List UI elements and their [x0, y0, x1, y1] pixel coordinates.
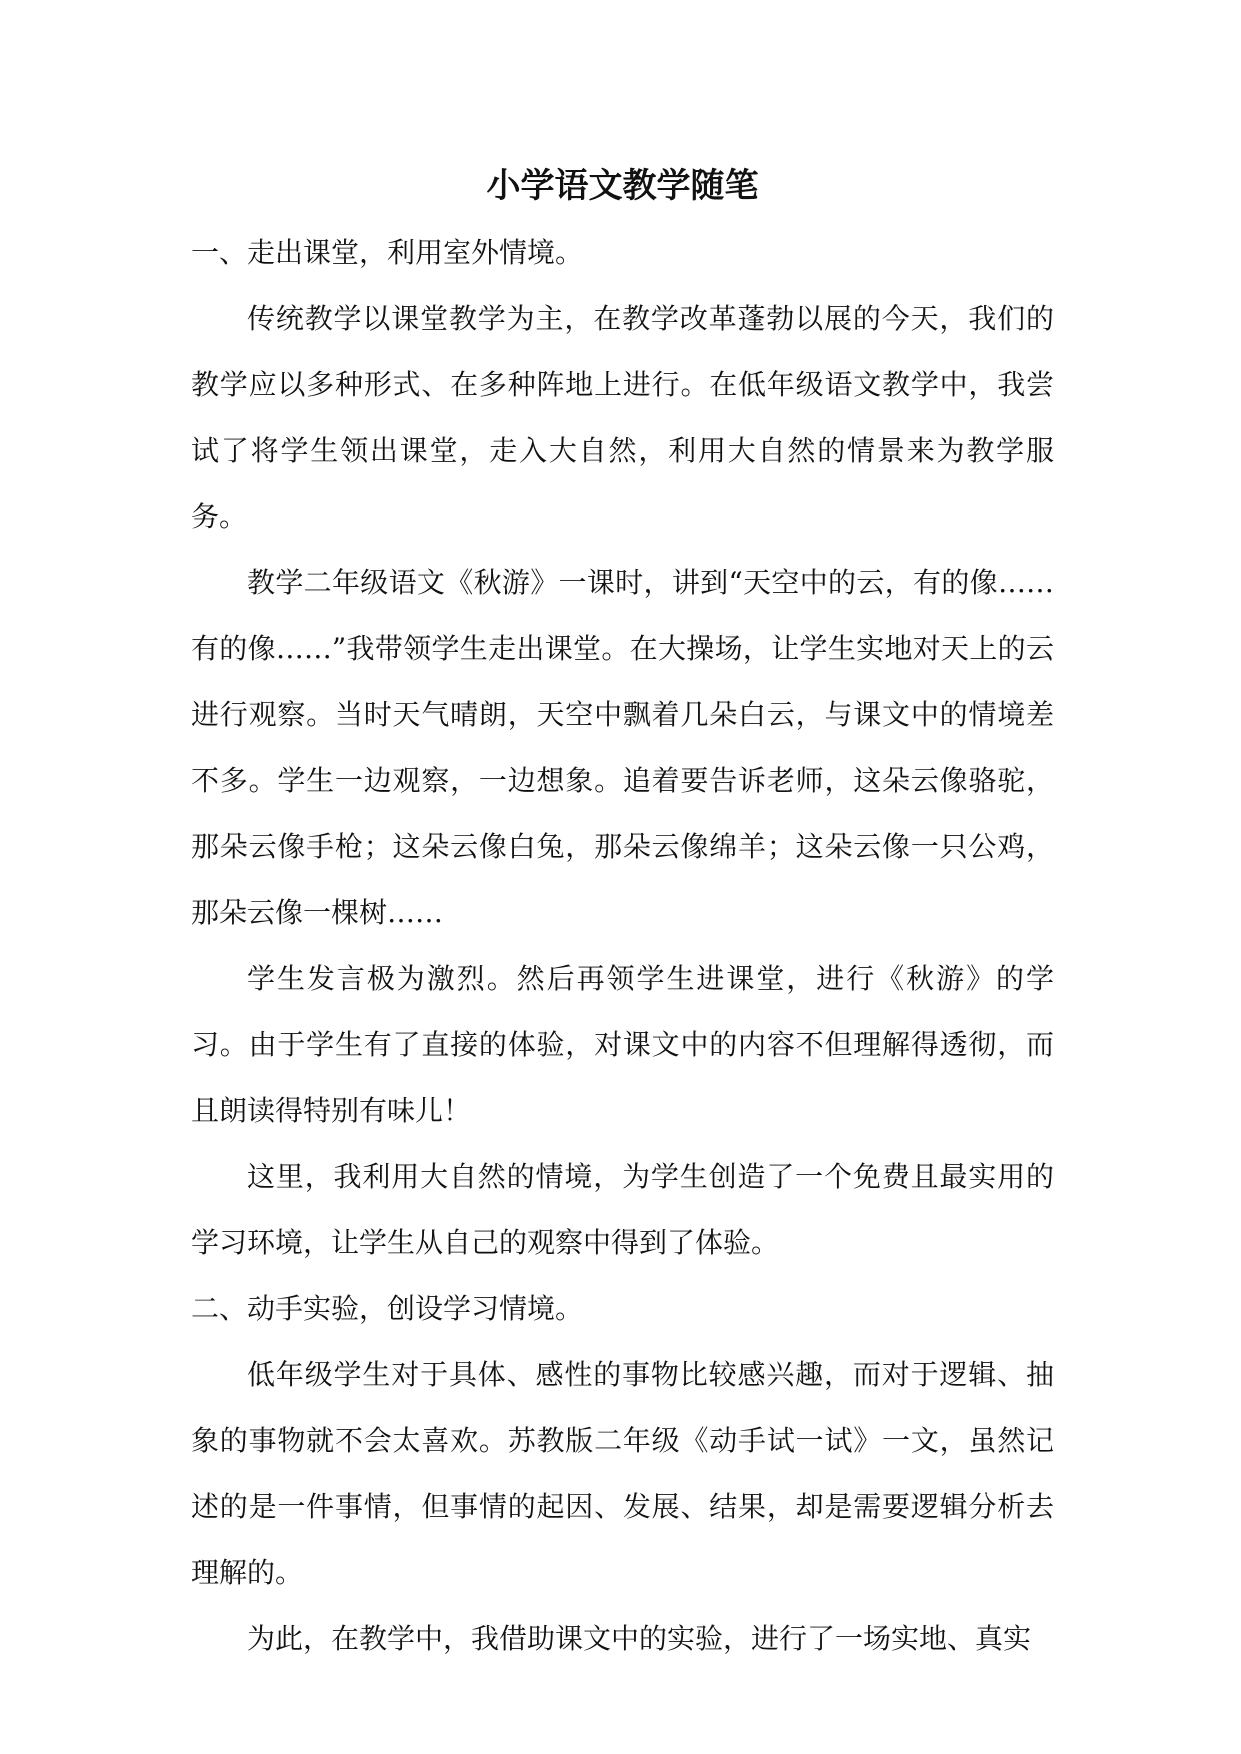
document-title: 小学语文教学随笔 — [486, 166, 759, 206]
section-heading-2: 二、动手实验，创设学习情境。 — [191, 1292, 584, 1325]
document-body — [191, 158, 1054, 1672]
paragraph-2-1: 低年级学生对于具体、感性的事物比较感兴趣，而对于逻辑、抽象的事物就不会太喜欢。苏教版二年级《动手试一试》一文，虽然记述的是一件事情，但事情的起因、发展、结果，却是需要逻辑分析去理解的。 — [191, 1358, 1054, 1589]
paragraph-1-4: 这里，我利用大自然的情境，为学生创造了一个免费且最实用的学习环境，让学生从自己的观察中得到了体验。 — [191, 1160, 1054, 1259]
paragraph-1-2: 教学二年级语文《秋游》一课时，讲到“天空中的云，有的像……有的像……”我带领学生走出课堂。在大操场，让学生实地对天上的云进行观察。当时天气晴朗，天空中飘着几朵白云，与课文中的情境差不多。学生一边观察，一边想象。追着要告诉老师，这朵云像骆驼，那朵云像手枪；这朵云像白兔，那朵云像绵羊；这朵云像一只公鸡，那朵云像一棵树…… — [191, 566, 1054, 929]
paragraph-1-1: 传统教学以课堂教学为主，在教学改革蓬勃以展的今天，我们的教学应以多种形式、在多种阵地上进行。在低年级语文教学中，我尝试了将学生领出课堂，走入大自然，利用大自然的情景来为教学服务。 — [191, 302, 1054, 533]
section-heading-1: 一、走出课堂，利用室外情境。 — [191, 236, 584, 269]
paragraph-1-3: 学生发言极为激烈。然后再领学生进课堂，进行《秋游》的学习。由于学生有了直接的体验，对课文中的内容不但理解得透彻，而且朗读得特别有味儿！ — [191, 962, 1054, 1127]
paragraph-2-2: 为此，在教学中，我借助课文中的实验，进行了一场实地、真实 — [247, 1622, 1032, 1655]
